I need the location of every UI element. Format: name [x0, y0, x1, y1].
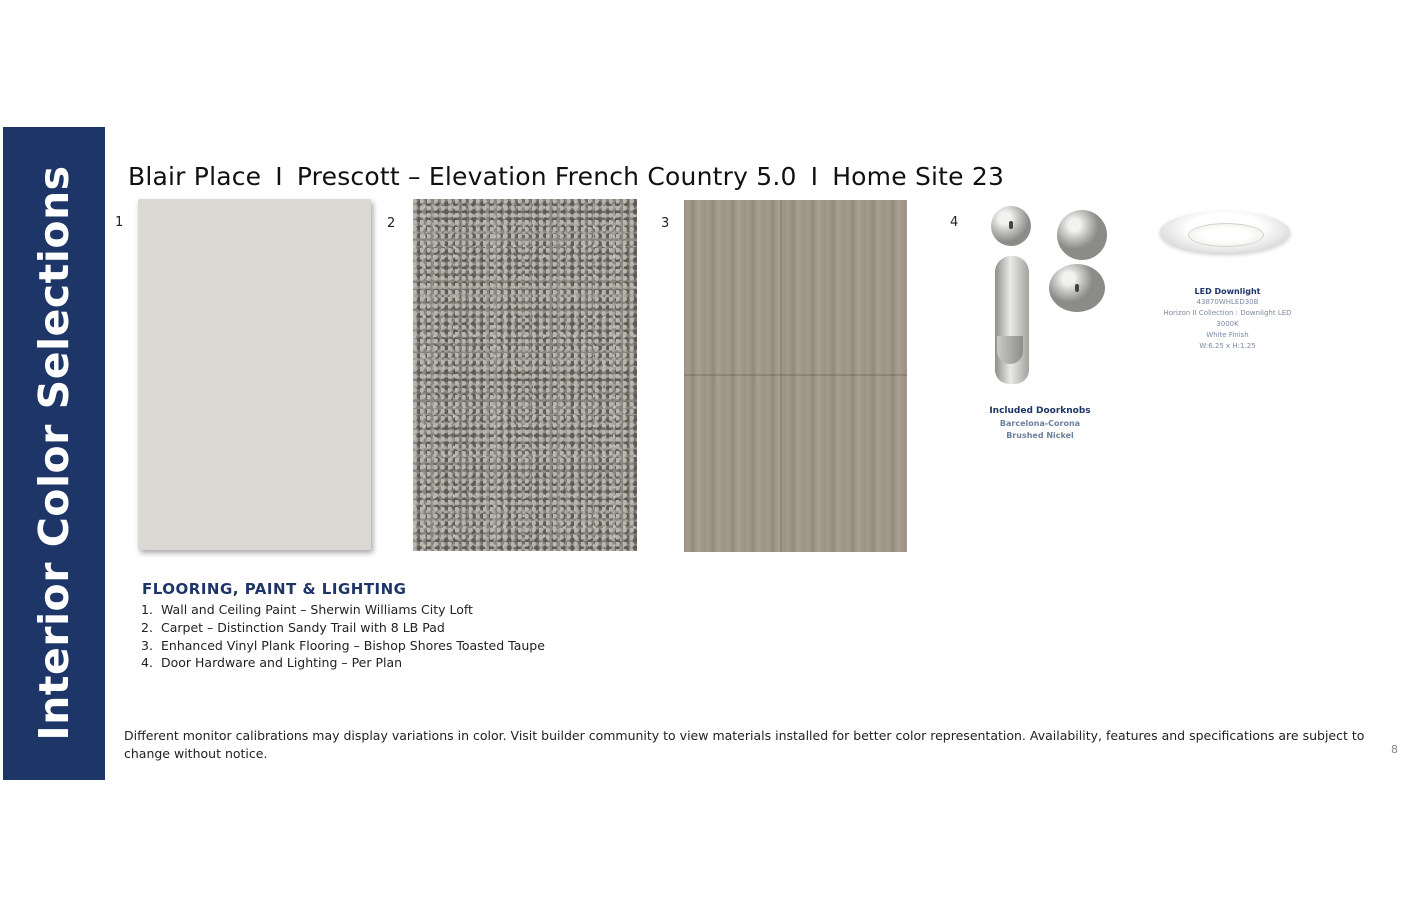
- selection-list: [141, 601, 545, 672]
- sidebar-banner: [3, 127, 105, 780]
- swatch-number: 2: [387, 216, 396, 231]
- carpet-swatch: [413, 199, 637, 551]
- swatch-number: 3: [661, 216, 670, 231]
- handleset-icon: [995, 256, 1029, 384]
- downlight-dimensions: W:6.25 x H:1.25: [1199, 342, 1256, 350]
- title-separator: I: [810, 162, 819, 191]
- swatch-number: 1: [115, 215, 124, 230]
- page-title: [128, 162, 1004, 191]
- downlight-model: 43870WHLED30B: [1196, 298, 1259, 306]
- passage-knob-icon: [1057, 210, 1107, 260]
- doorknobs-caption: [975, 406, 1105, 440]
- paint-swatch: [138, 199, 371, 550]
- downlight-collection: Horizon II Collection : Downlight LED: [1163, 309, 1292, 317]
- list-item: 1. Wall and Ceiling Paint – Sherwin Williams City Loft: [141, 602, 473, 617]
- doorknob-image: [985, 204, 1115, 389]
- disclaimer-text: Different monitor calibrations may display variations in color. Visit builder community to view materials installed for better color representation. Availability, features and specifications are subject to change without notice.: [124, 728, 1365, 761]
- vinyl-plank-swatch: [684, 200, 907, 552]
- section-title: FLOORING, PAINT & LIGHTING: [142, 580, 407, 598]
- doorknobs-finish: Brushed Nickel: [1006, 431, 1074, 440]
- deadbolt-icon: [991, 206, 1031, 246]
- list-item: 3. Enhanced Vinyl Plank Flooring – Bishop Shores Toasted Taupe: [141, 637, 545, 653]
- title-separator: I: [275, 162, 283, 191]
- home-site: Home Site 23: [832, 162, 1005, 191]
- downlight-caption: [1150, 287, 1305, 351]
- led-downlight-image: [1160, 207, 1290, 257]
- doorknobs-model: Barcelona-Corona: [999, 419, 1081, 428]
- plan-name: Prescott – Elevation French Country 5.0: [296, 162, 797, 191]
- downlight-title: LED Downlight: [1194, 287, 1261, 296]
- sidebar-title: Interior Color Selections: [30, 165, 78, 741]
- community-name: Blair Place: [128, 162, 262, 191]
- page-number: 8: [1391, 743, 1398, 756]
- list-item: 4. Door Hardware and Lighting – Per Plan: [141, 655, 403, 671]
- downlight-finish: White Finish: [1206, 331, 1249, 339]
- downlight-temp: 3000K: [1216, 320, 1239, 328]
- doorknobs-title: Included Doorknobs: [989, 406, 1091, 416]
- entry-knob-icon: [1049, 264, 1105, 312]
- list-item: 2. Carpet – Distinction Sandy Trail with 8 LB Pad: [141, 619, 445, 635]
- swatch-number: 4: [950, 215, 959, 230]
